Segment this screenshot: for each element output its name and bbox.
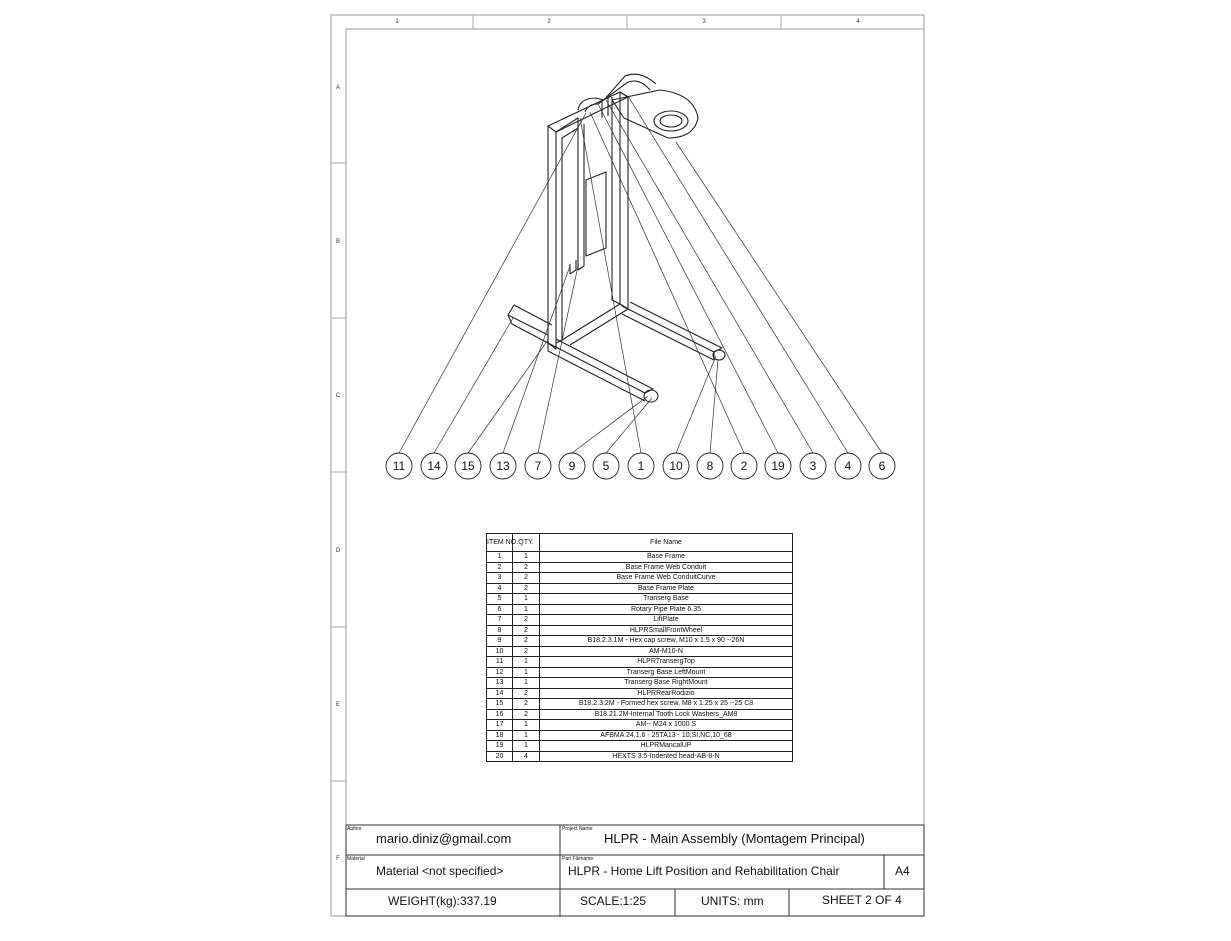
balloon-label: 5 [602,459,610,473]
bom-file-name: Base Frame Web ConduitCurve [540,573,793,584]
scale-value: SCALE:1:25 [580,894,647,908]
bom-qty: 4 [513,751,540,762]
zone-row-e: E [335,702,341,708]
table-row [487,625,793,636]
balloon-leaders [399,96,882,453]
bom-header-qty: QTY. [513,534,540,552]
bom-file-name: B18.21.2M-Internal Tooth Lock Washers_AM8 [540,709,793,720]
balloon-11 [386,453,412,479]
base-right-leg [622,302,722,352]
project-caption: Project Name: [562,826,594,832]
bom-header-item: ITEM NO. [487,534,513,552]
rotary-pipe-plate [612,90,698,138]
table-row [487,573,793,584]
bom-file-name: HLPRTransergTop [540,657,793,668]
bom-item: 7 [487,615,513,626]
balloon-label: 14 [427,459,441,473]
balloon-label: 1 [637,459,645,473]
front-wheel-left [644,390,658,402]
balloon-label: 4 [844,459,852,473]
table-row [487,646,793,657]
bom-qty: 2 [513,625,540,636]
author-caption: Author [347,826,362,832]
bom-qty: 2 [513,583,540,594]
balloon-6 [869,453,895,479]
frame-top-beam [548,92,628,132]
material-value: Material <not specified> [376,864,504,878]
zone-column-labels [395,19,860,25]
balloon-19 [765,453,791,479]
conduit-curve [578,74,656,110]
bom-qty: 1 [513,678,540,689]
bom-header-row [487,534,793,552]
part-filename: HLPR - Home Lift Position and Rehabilitation Chair [568,864,840,878]
table-row [487,699,793,710]
bom-file-name: Transerg Base LeftMount [540,667,793,678]
table-row [487,720,793,731]
bom-file-name: Transerg Base [540,594,793,605]
bom-item: 15 [487,699,513,710]
zone-col-2: 2 [547,19,551,25]
balloon-label: 10 [669,459,683,473]
material-caption: Material [347,856,365,862]
zone-row-labels [336,85,341,862]
base-left-leg [548,339,653,393]
bom-qty: 2 [513,573,540,584]
zone-row-c: C [335,393,341,399]
balloon-label: 3 [809,459,817,473]
bom-item: 11 [487,657,513,668]
units-value: UNITS: mm [701,894,764,908]
bom-file-name: AFBMA 24.1.6 - 25TA13 - 10,SI,NC,10_68 [540,730,793,741]
zone-row-b: B [335,239,341,245]
bom-file-name: HLPRRearRodizio [540,688,793,699]
author-value: mario.diniz@gmail.com [376,831,512,846]
bom-qty: 2 [513,688,540,699]
bom-qty: 1 [513,552,540,563]
bom-item: 18 [487,730,513,741]
bom-item: 2 [487,562,513,573]
bom-qty: 1 [513,720,540,731]
balloon-label: 15 [461,459,475,473]
balloon-3 [800,453,826,479]
table-row [487,678,793,689]
bom-item: 8 [487,625,513,636]
weight-value: WEIGHT(kg):337.19 [388,894,497,908]
table-row [487,583,793,594]
bom-item: 1 [487,552,513,563]
bom-item: 3 [487,573,513,584]
balloon-10 [663,453,689,479]
balloon-label: 11 [392,459,406,473]
balloon-label: 13 [496,459,510,473]
balloon-14 [421,453,447,479]
balloon-1 [628,453,654,479]
balloon-9 [559,453,585,479]
bom-qty: 2 [513,646,540,657]
part-caption: Part Filename: [562,856,595,862]
zone-col-4: 4 [856,19,860,25]
assembly-isometric-view [508,74,725,402]
bom-item: 12 [487,667,513,678]
bom-qty: 1 [513,667,540,678]
bom-item: 10 [487,646,513,657]
bom-item: 9 [487,636,513,647]
table-row [487,688,793,699]
table-row [487,562,793,573]
balloon-label: 6 [878,459,886,473]
balloon-label: 2 [740,459,748,473]
bom-qty: 1 [513,730,540,741]
bom-file-name: LiftPlate [540,615,793,626]
bom-file-name: Base Frame Plate [540,583,793,594]
balloon-7 [525,453,551,479]
lift-rail [578,124,584,270]
bom-file-name: AM-M10-N [540,646,793,657]
bom-qty: 1 [513,604,540,615]
bom-item: 20 [487,751,513,762]
zone-row-f: F [336,856,340,862]
balloon-label: 9 [568,459,576,473]
bom-qty: 2 [513,636,540,647]
balloon-label: 8 [706,459,714,473]
table-row [487,741,793,752]
zone-row-a: A [335,85,341,91]
table-row [487,667,793,678]
balloon-8 [697,453,723,479]
project-name: HLPR - Main Assembly (Montagem Principal) [604,831,865,846]
bom-item: 19 [487,741,513,752]
bom-file-name: HLPRMancalUP [540,741,793,752]
frame-right-post [620,92,628,309]
bom-item: 17 [487,720,513,731]
bom-item: 16 [487,709,513,720]
balloon-4 [835,453,861,479]
bom-file-name: HEXTS 3.5-Indented head-AB-8-N [540,751,793,762]
table-row [487,636,793,647]
bom-qty: 1 [513,657,540,668]
bom-header-file: File Name [540,534,793,552]
rotary-plate-hole [654,111,688,131]
table-row [487,604,793,615]
bom-file-name: B18.2.3.2M - Formed hex screw, M8 x 1.25 x 25 --25 C8 [540,699,793,710]
bom-file-name: Base Frame [540,552,793,563]
zone-col-1: 1 [395,19,399,25]
bom-item: 5 [487,594,513,605]
table-row [487,751,793,762]
bom-file-name: AM-- M24 x 1000 S [540,720,793,731]
bom-item: 6 [487,604,513,615]
balloon-label: 7 [534,459,542,473]
bom-item: 4 [487,583,513,594]
bom-file-name: Rotary Pipe Plate 6.35 [540,604,793,615]
zone-row-d: D [335,548,341,554]
bom-qty: 1 [513,594,540,605]
bom-qty: 2 [513,562,540,573]
balloon-15 [455,453,481,479]
table-row [487,730,793,741]
balloon-5 [593,453,619,479]
table-row [487,552,793,563]
sheet-size: A4 [895,864,910,878]
zone-col-3: 3 [702,19,706,25]
table-row [487,615,793,626]
table-row [487,657,793,668]
bom-qty: 2 [513,615,540,626]
bom-qty: 1 [513,741,540,752]
balloons [386,453,895,479]
bom-item: 14 [487,688,513,699]
table-row [487,709,793,720]
bom-file-name: HLPRSmallFrontWheel [540,625,793,636]
bill-of-materials [486,533,793,762]
sheet-number: SHEET 2 OF 4 [822,893,902,907]
table-row [487,594,793,605]
bom-file-name: Transerg Base RightMount [540,678,793,689]
bom-file-name: B18.2.3.1M - Hex cap screw, M10 x 1.5 x 90 --26N [540,636,793,647]
bom-file-name: Base Frame Web Conduit [540,562,793,573]
bom-qty: 2 [513,699,540,710]
base-back-plate [562,304,628,345]
balloon-13 [490,453,516,479]
bom-qty: 2 [513,709,540,720]
balloon-2 [731,453,757,479]
balloon-label: 19 [771,459,785,473]
bom-item: 13 [487,678,513,689]
